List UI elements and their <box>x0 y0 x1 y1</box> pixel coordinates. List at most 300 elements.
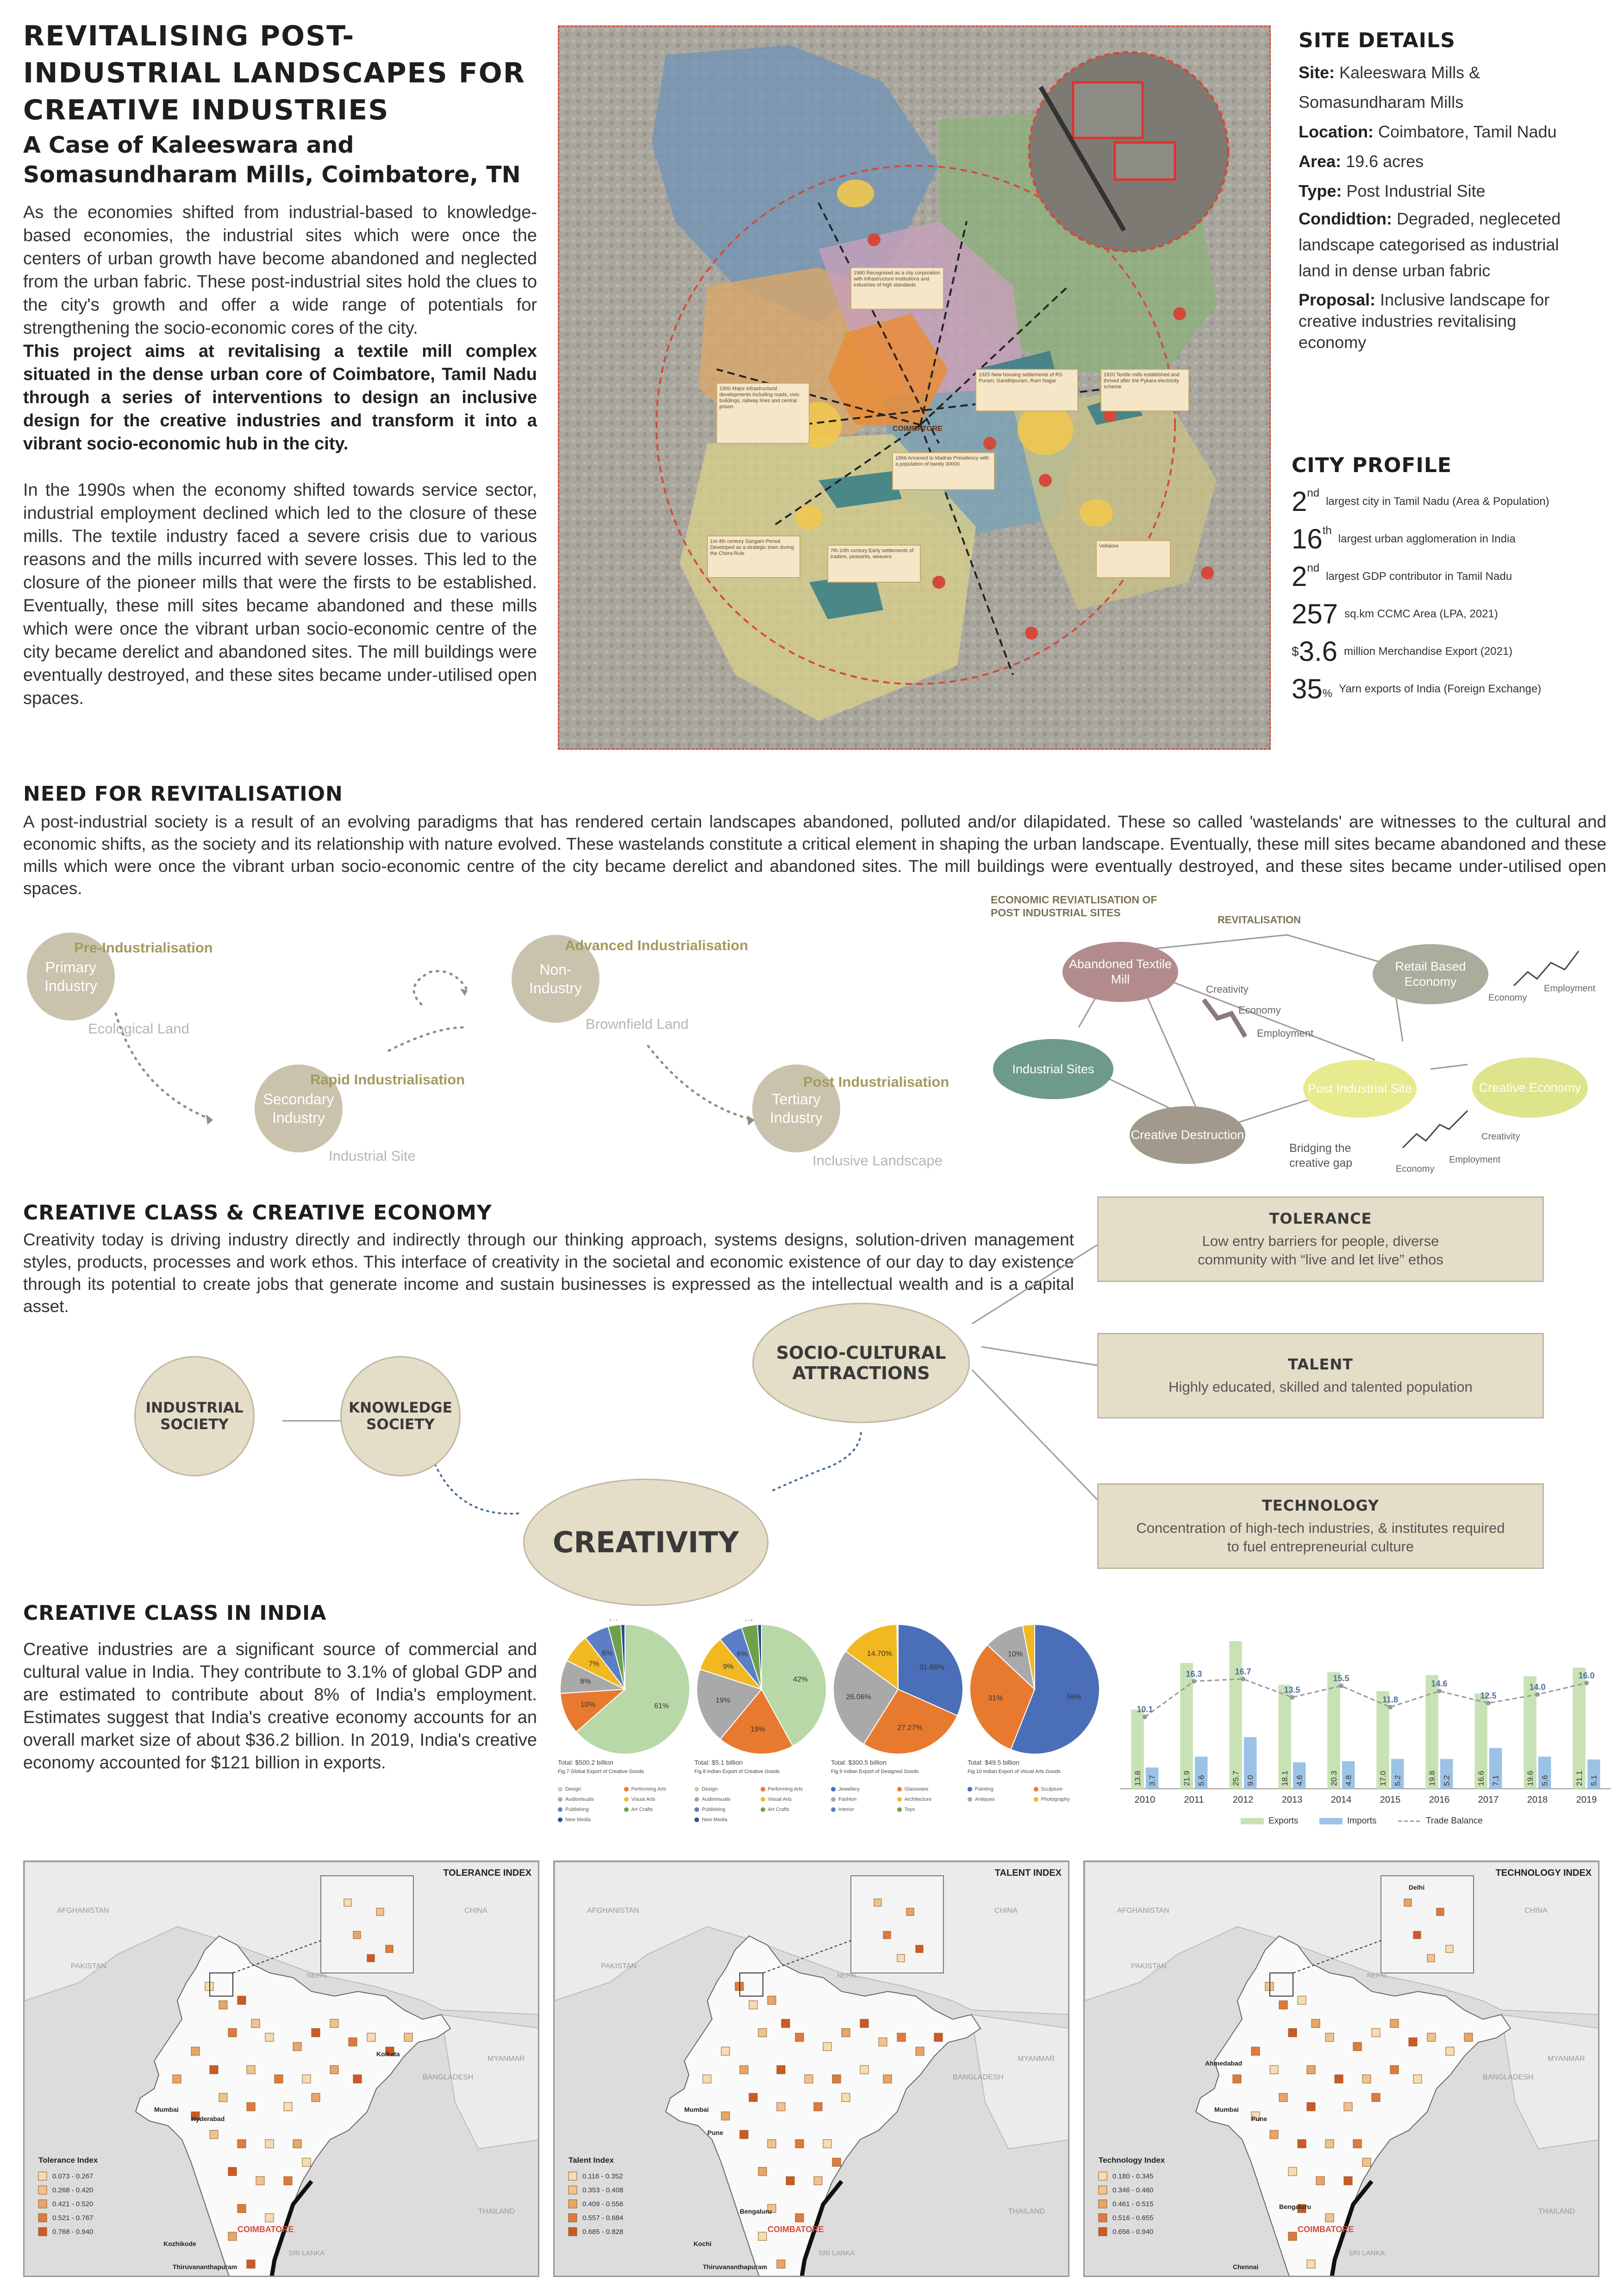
city-marker <box>1270 2130 1278 2139</box>
pie-svg <box>558 1620 1104 1759</box>
legend-swatch <box>1319 1818 1343 1824</box>
city-marker <box>1307 2260 1315 2268</box>
exports-value: 20.3 <box>1330 1770 1339 1786</box>
inset-city-marker <box>1427 1954 1435 1962</box>
legend-swatch <box>38 2214 47 2222</box>
index-map-panel <box>1083 1860 1599 2277</box>
pie-legend-item: Design <box>694 1784 761 1794</box>
city-marker <box>247 2066 255 2074</box>
city-marker <box>814 2177 822 2185</box>
imports-value: 3.7 <box>1148 1775 1157 1786</box>
country-label: THAILAND <box>1008 2208 1045 2215</box>
city-marker <box>879 2038 887 2046</box>
map-note-early: 7th-10th century Early settlements of traders, peasants, weavers <box>831 548 914 560</box>
talent-box <box>1097 1333 1544 1419</box>
legend-swatch <box>38 2200 47 2208</box>
city-marker <box>1288 2167 1297 2176</box>
city-marker <box>721 2112 730 2120</box>
city-marker <box>251 2019 260 2028</box>
city-marker <box>1372 2093 1380 2102</box>
city-label: Delhi <box>1409 1884 1425 1891</box>
pie-legend-item: Visual Arts <box>761 1794 827 1804</box>
imports-value: 4.6 <box>1295 1775 1304 1786</box>
creative-heading: CREATIVE CLASS & CREATIVE ECONOMY <box>23 1201 492 1225</box>
city-marker <box>842 2028 850 2037</box>
tolerance-heading: TOLERANCE <box>1269 1209 1372 1227</box>
city-marker <box>781 2019 790 2028</box>
country-label: THAILAND <box>1538 2208 1575 2215</box>
country-label: SRI LANKA <box>818 2249 855 2257</box>
exports-value: 17.0 <box>1379 1770 1388 1786</box>
inset-city-marker <box>353 1931 361 1939</box>
city-marker <box>1288 2028 1297 2037</box>
map-note-vellalore: Vellalore <box>1099 543 1119 549</box>
stage-tertiary: Tertiary Industry <box>752 1064 840 1152</box>
city-label: Pune <box>707 2129 724 2136</box>
map-note-1980: 1980 Recognised as a city corporation with infrastructure institutions and industries of high standards <box>854 270 941 288</box>
imports-value: 5.6 <box>1540 1775 1549 1786</box>
stage-label-rapid: Rapid Industrialisation <box>310 1071 465 1088</box>
legend-swatch <box>568 2214 577 2222</box>
city-marker <box>860 2066 868 2074</box>
pie-legend-item: Publishing <box>694 1804 761 1815</box>
legend-swatch <box>38 2172 47 2180</box>
city-marker <box>210 2066 218 2074</box>
profile-item: 257 sq.km CCMC Area (LPA, 2021) <box>1292 598 1498 629</box>
pie-label <box>743 1620 753 1622</box>
legend-swatch <box>1099 2172 1107 2180</box>
india-map-svg <box>1085 1862 1599 2277</box>
x-tick: 2016 <box>1429 1795 1450 1805</box>
city-marker <box>237 2204 246 2213</box>
city-marker <box>247 2260 255 2268</box>
imports-value: 4.8 <box>1344 1775 1353 1786</box>
inset-city-marker <box>897 1954 905 1962</box>
coimbatore-label: COIMBATORE <box>237 2225 294 2234</box>
intro-text <box>23 201 537 710</box>
city-marker <box>1362 2075 1371 2083</box>
stage-secondary: Secondary Industry <box>255 1064 343 1152</box>
city-marker <box>219 2001 227 2009</box>
site-detail-type: Type: Post Industrial Site <box>1299 181 1486 200</box>
imports-value: 5.2 <box>1393 1775 1402 1786</box>
pie-legend-item: Performing Arts <box>624 1784 690 1794</box>
legend-title: Talent Index <box>568 2156 614 2165</box>
city-marker <box>777 2260 785 2268</box>
site-detail-site: Site: Kaleeswara Mills & Somasundharam Mills <box>1299 63 1480 112</box>
site-details <box>1299 29 1567 353</box>
pie-legend <box>558 1784 690 1825</box>
country-label: CHINA <box>994 1907 1018 1915</box>
intro-p2: This project aims at revitalising a textile mill complex situated in the dense urban core of Coimbatore, Tamil Nadu through a series of interventions to design an inclusive design for the creative industries and transform it into a vibrant socio-economic hub in the city. <box>23 342 537 454</box>
country-label: PAKISTAN <box>601 1962 637 1970</box>
map-note-1920: 1920 Textile mills established and thrived after the Pykara electricity scheme <box>1104 372 1180 390</box>
city-marker <box>883 2075 892 2083</box>
city-marker <box>795 2140 804 2148</box>
inset-city-marker <box>883 1931 891 1939</box>
city-marker <box>842 2093 850 2102</box>
pie-caption-2: Total: $5.1 billion Fig.8 Indian Export of Creative Goods <box>694 1759 780 1774</box>
city-marker <box>740 2130 748 2139</box>
pie-legend-item: Jewellery <box>831 1784 897 1794</box>
city-marker <box>1372 2028 1380 2037</box>
legend-range: 0.557 - 0.684 <box>582 2214 624 2222</box>
pie-label: 61% <box>654 1702 669 1710</box>
city-marker <box>256 2177 264 2185</box>
profile-item: 2 nd largest city in Tamil Nadu (Area & Population) <box>1292 486 1549 517</box>
map-title: TOLERANCE INDEX <box>443 1868 531 1878</box>
pie-caption-3: Total: $300.5 billion Fig.9 Indian Export of Designed Goods <box>831 1759 919 1774</box>
country-label: NEPAL <box>837 1972 858 1979</box>
city-marker <box>228 2167 237 2176</box>
page-title: REVITALISING POST-INDUSTRIAL LANDSCAPES FOR CREATIVE INDUSTRIES <box>23 20 525 126</box>
city-label: Hyderabad <box>191 2115 225 2122</box>
city-marker <box>777 2066 785 2074</box>
profile-item: 2 nd largest GDP contributor in Tamil Nadu <box>1292 561 1512 592</box>
stage-label-adv: Advanced Industrialisation <box>565 937 749 953</box>
stage-land-indsite: Industrial Site <box>329 1148 416 1164</box>
city-marker <box>832 2158 841 2166</box>
trade-balance-point <box>1388 1705 1393 1710</box>
x-tick: 2018 <box>1527 1795 1548 1805</box>
map-note-sangam: 1st-4th century Sangam Period Developed as a strategic town during the Chera Rule <box>710 539 794 556</box>
imports-value: 5.2 <box>1442 1775 1451 1786</box>
stage-label-pre: Pre-Industrialisation <box>74 940 213 956</box>
trade-balance-point <box>1192 1679 1196 1684</box>
city-marker <box>210 2130 218 2139</box>
inset-city-marker <box>386 1945 393 1953</box>
city-label: Bengaluru <box>1279 2203 1312 2210</box>
trade-balance-point <box>1241 1677 1245 1681</box>
site-details-heading: SITE DETAILS <box>1299 29 1455 52</box>
imports-value: 5.1 <box>1589 1775 1599 1786</box>
city-marker <box>1316 2177 1324 2185</box>
stage-land-eco: Ecological Land <box>88 1020 189 1037</box>
city-marker <box>1353 2140 1362 2148</box>
city-label: Bengaluru <box>740 2208 772 2215</box>
pie-legend-item: Interior <box>831 1804 897 1815</box>
legend-swatch <box>38 2186 47 2194</box>
legend-label: Imports <box>1347 1816 1377 1826</box>
x-tick: 2015 <box>1380 1795 1401 1805</box>
city-marker <box>275 2075 283 2083</box>
pie-legend-item: New Media <box>694 1815 761 1825</box>
pie-label: 9% <box>723 1663 734 1671</box>
trade-chart-svg <box>1111 1624 1616 1842</box>
econ-employment-2: Employment <box>1544 983 1596 994</box>
legend-swatch <box>38 2228 47 2236</box>
city-label: Thiruvananthapuram <box>173 2263 237 2271</box>
city-label: Mumbai <box>154 2106 179 2113</box>
city-marker <box>795 2033 804 2041</box>
index-map-panel <box>23 1860 539 2277</box>
pie-legend-item: New Media <box>558 1815 624 1825</box>
legend-title: Tolerance Index <box>38 2156 98 2165</box>
econ-economy-1: Economy <box>1238 1004 1281 1016</box>
city-label: Kozhikode <box>163 2240 196 2247</box>
legend-range: 0.353 - 0.408 <box>582 2186 624 2194</box>
city-marker <box>1362 2158 1371 2166</box>
map-title: TALENT INDEX <box>994 1868 1062 1878</box>
city-marker <box>284 2103 292 2111</box>
city-marker <box>237 1996 246 2004</box>
inset-city-marker <box>1446 1945 1453 1953</box>
legend-swatch <box>1099 2200 1107 2208</box>
city-profile-heading: CITY PROFILE <box>1292 454 1452 477</box>
pie-caption-1: Total: $500.2 billion Fig.7 Global Export of Creative Goods <box>558 1759 644 1774</box>
country-label: CHINA <box>464 1907 487 1915</box>
coimbatore-label: COIMBATORE <box>1298 2225 1354 2234</box>
legend-swatch <box>568 2172 577 2180</box>
pie-legend-item: Audiovisuals <box>694 1794 761 1804</box>
stage-land-incl: Inclusive Landscape <box>812 1152 943 1169</box>
imports-value: 7.1 <box>1491 1775 1500 1786</box>
legend-swatch <box>1099 2228 1107 2236</box>
pie-label <box>618 1620 627 1621</box>
city-marker <box>247 2103 255 2111</box>
country-label: PAKISTAN <box>71 1962 106 1970</box>
inset-city-marker <box>916 1945 923 1953</box>
legend-range: 0.180 - 0.345 <box>1112 2172 1154 2180</box>
city-marker <box>284 2177 292 2185</box>
city-marker <box>349 2038 357 2046</box>
pie-legend-item: Art Crafts <box>624 1804 690 1815</box>
x-tick: 2010 <box>1134 1795 1156 1805</box>
city-marker <box>1390 2019 1399 2028</box>
trade-balance-line <box>1145 1679 1587 1717</box>
trade-balance-value: 14.6 <box>1431 1679 1448 1688</box>
x-tick: 2013 <box>1281 1795 1303 1805</box>
city-marker <box>916 2047 924 2055</box>
inset-city-marker <box>376 1908 384 1916</box>
inset-city-marker <box>344 1899 351 1906</box>
city-label: Ahmedabad <box>1205 2060 1243 2067</box>
trade-balance-value: 15.5 <box>1333 1674 1349 1683</box>
city-marker <box>934 2033 943 2041</box>
city-marker <box>1298 1996 1306 2004</box>
pie-label: 42% <box>793 1675 808 1684</box>
pie-label: 10% <box>580 1701 595 1709</box>
city-marker <box>353 2075 362 2083</box>
trade-balance-point <box>1535 1692 1540 1697</box>
econ-economy-2: Economy <box>1488 993 1527 1003</box>
city-marker <box>1335 2075 1343 2083</box>
city-marker <box>293 2042 301 2051</box>
city-marker <box>823 2042 831 2051</box>
pie-label: 56% <box>1067 1693 1082 1701</box>
econ-economy-3: Economy <box>1396 1164 1435 1174</box>
title-block <box>23 18 546 190</box>
imports-value: 9.0 <box>1246 1775 1255 1786</box>
city-marker <box>1427 2033 1436 2041</box>
pie-label: 31.66% <box>919 1663 944 1672</box>
inset-city-marker <box>367 1954 375 1962</box>
legend-label: Exports <box>1268 1816 1299 1826</box>
trade-balance-value: 11.8 <box>1382 1695 1399 1705</box>
intro-p1: As the economies shifted from industrial-based to knowledge-based economies, the industrial sites which were once the centers of urban growth have become abandoned and neglected from the urban fabric. These post-industrial sites hold the clues to the city's growth and offer a wide range of potentials for strengthening the socio-economic cores of the city. <box>23 203 537 338</box>
city-label: Mumbai <box>1214 2106 1239 2113</box>
city-marker <box>1409 2038 1417 2046</box>
pie-label <box>755 1620 764 1621</box>
country-label: SRI LANKA <box>288 2249 325 2257</box>
exports-value: 21.9 <box>1182 1770 1192 1786</box>
legend-swatch <box>1099 2186 1107 2194</box>
pie-legend-item: Fashion <box>831 1794 897 1804</box>
city-marker <box>1288 2232 1297 2240</box>
city-label: Kolkata <box>376 2050 400 2058</box>
legend-range: 0.521 - 0.767 <box>52 2214 94 2222</box>
econ-retail: Retail Based Economy <box>1373 944 1488 1004</box>
map-note-1866: 1866 Annexed to Madras Presidency with a population of barely 30000 <box>895 455 989 467</box>
intro-p3: In the 1990s when the economy shifted towards service sector, industrial employment declined which led to the closure of these mills. The textile industry faced a severe crisis due to various reasons and the mills incurred with severe losses. This led to the closure of the pioneer mills that were the firsts to be established. Eventually, these mill sites became abandoned and these mills which were once the vibrant urban socio-economic centre of the city became derelict and abandoned sites. The mill buildings were eventually destroyed, and these sites became under-utilised open spaces. <box>23 480 537 708</box>
country-label: MYANMAR <box>1018 2055 1055 2063</box>
technology-heading: TECHNOLOGY <box>1262 1496 1380 1514</box>
country-label: AFGHANISTAN <box>587 1907 639 1915</box>
econ-employment-1: Employment <box>1257 1027 1314 1039</box>
city-marker <box>173 2075 181 2083</box>
country-label: BANGLADESH <box>953 2073 1004 2081</box>
india-map-svg <box>555 1862 1069 2277</box>
city-marker <box>749 2093 757 2102</box>
city-label: Kochi <box>693 2240 712 2247</box>
inset-city-marker <box>1437 1908 1444 1916</box>
city-marker <box>740 2066 748 2074</box>
trade-balance-value: 13.5 <box>1284 1685 1300 1695</box>
city-marker <box>703 2075 711 2083</box>
exports-value: 19.6 <box>1526 1770 1535 1786</box>
pie-legend-item: Antiques <box>968 1794 1034 1804</box>
pie-legend-item: Art Crafts <box>761 1804 827 1815</box>
legend-range: 0.461 - 0.515 <box>1112 2200 1154 2208</box>
city-marker <box>228 2232 237 2240</box>
econ-creative: Creative Economy <box>1472 1058 1588 1118</box>
pie-label: 6% <box>737 1650 748 1658</box>
city-marker <box>265 2033 274 2041</box>
pie-label: 6% <box>602 1649 613 1658</box>
legend-range: 0.073 - 0.267 <box>52 2172 94 2180</box>
pie-legend-item: Visual Arts <box>624 1794 690 1804</box>
trade-balance-value: 16.0 <box>1578 1671 1595 1680</box>
trade-balance-point <box>1486 1701 1491 1705</box>
x-tick: 2014 <box>1330 1795 1352 1805</box>
exports-value: 13.8 <box>1133 1770 1143 1786</box>
site-map <box>558 25 1271 750</box>
country-label: BANGLADESH <box>423 2073 474 2081</box>
city-marker <box>1307 2103 1315 2111</box>
trade-balance-point <box>1143 1715 1147 1719</box>
pie-legend <box>831 1784 963 1815</box>
pie-legend-item: Painting <box>968 1784 1034 1794</box>
technology-box <box>1097 1483 1544 1569</box>
city-marker <box>1307 2066 1315 2074</box>
city-marker <box>721 2047 730 2055</box>
map-title: TECHNOLOGY INDEX <box>1495 1868 1592 1878</box>
city-marker <box>1353 2042 1362 2051</box>
city-marker <box>302 2158 311 2166</box>
city-label: Chennai <box>1233 2263 1259 2271</box>
inset-city-marker <box>1404 1899 1412 1906</box>
city-marker <box>1279 2093 1287 2102</box>
page-subtitle: A Case of Kaleeswara and Somasundharam Mills, Coimbatore, TN <box>23 132 521 188</box>
city-marker <box>832 2075 841 2083</box>
city-marker <box>805 2075 813 2083</box>
legend-swatch <box>568 2200 577 2208</box>
econ-indsites: Industrial Sites <box>993 1039 1113 1099</box>
site-detail-location: Location: Coimbatore, Tamil Nadu <box>1299 122 1557 141</box>
city-marker <box>860 2019 868 2028</box>
india-text: Creative industries are a significant source of commercial and cultural value in India. They contribute to 3.1% of global GDP and are estimated to contribute about 8% of India's employment. Estimates suggest that India's creative economy accounts for an overall market size of about $36.2 billion. In 2019, India's creative economy accounted for $121 billion in exports. <box>23 1640 537 1773</box>
country-label: PAKISTAN <box>1131 1962 1167 1970</box>
city-marker <box>786 2177 794 2185</box>
city-marker <box>237 2140 246 2148</box>
city-marker <box>1233 2075 1241 2083</box>
creative-text: Creativity today is driving industry directly and indirectly through our thinking approach, systems designs, solution-driven management styles, products, processes and work ethos. This interface of creativity in the societal and economic existence of our day to day existence through its potential to create jobs that generate income and sustain businesses is expressed as the intellectual wealth and is a capital asset. <box>23 1230 1074 1316</box>
site-detail-proposal: Proposal: Inclusive landscape for creative industries revitalising economy <box>1299 290 1550 352</box>
city-marker <box>758 2232 767 2240</box>
legend-range: 0.656 - 0.940 <box>1112 2228 1154 2236</box>
country-label: NEPAL <box>1367 1972 1388 1979</box>
index-map-panel <box>553 1860 1069 2277</box>
city-marker <box>1279 2001 1287 2009</box>
need-heading: NEED FOR REVITALISATION <box>23 782 343 806</box>
city-marker <box>1344 2103 1352 2111</box>
econ-destruction: Creative Destruction <box>1130 1106 1245 1164</box>
city-marker <box>1325 2140 1334 2148</box>
city-marker <box>293 2140 301 2148</box>
country-label: AFGHANISTAN <box>57 1907 109 1915</box>
x-tick: 2011 <box>1184 1795 1204 1805</box>
pie-label: 8% <box>580 1678 591 1686</box>
city-marker <box>768 2140 776 2148</box>
country-label: CHINA <box>1524 1907 1548 1915</box>
city-marker <box>191 2047 200 2055</box>
pie-legend-item: Glassware <box>897 1784 963 1794</box>
country-label: MYANMAR <box>487 2055 525 2063</box>
city-marker <box>1413 2075 1422 2083</box>
country-label: NEPAL <box>307 1972 328 1979</box>
pie-legend-item: Toys <box>897 1804 963 1815</box>
legend-range: 0.421 - 0.520 <box>52 2200 94 2208</box>
legend-range: 0.116 - 0.352 <box>582 2172 623 2180</box>
city-marker <box>1464 2033 1473 2041</box>
profile-item: 35 % Yarn exports of India (Foreign Exchange) <box>1292 673 1542 704</box>
site-detail-area: Area: 19.6 acres <box>1299 152 1424 171</box>
pie-legend-item: Publishing <box>558 1804 624 1815</box>
stage-primary: Primary Industry <box>27 933 115 1020</box>
city-marker <box>777 2103 785 2111</box>
city-marker <box>897 2033 906 2041</box>
bar-exports <box>1229 1641 1242 1789</box>
city-marker <box>1344 2177 1352 2185</box>
pie-label: 26.06% <box>846 1693 871 1701</box>
map-city-label: COIMBATORE <box>893 425 943 433</box>
stage-label-post: Post Industrialisation <box>803 1074 949 1090</box>
city-marker <box>228 2028 237 2037</box>
legend-swatch <box>1099 2214 1107 2222</box>
pie-legend-item: Audiovisuals <box>558 1794 624 1804</box>
city-marker <box>1251 2047 1260 2055</box>
pie-label: 27.27% <box>897 1724 923 1732</box>
city-marker <box>758 2028 767 2037</box>
map-note-1900: 1900 Major infrastructural developments including roads, civic buildings, railway lines and central prison <box>719 386 800 410</box>
bar-exports <box>1180 1663 1193 1789</box>
legend-range: 0.268 - 0.420 <box>52 2186 94 2194</box>
exports-value: 16.6 <box>1477 1770 1486 1786</box>
city-marker <box>265 2214 274 2222</box>
coimbatore-label: COIMBATORE <box>768 2225 824 2234</box>
city-marker <box>1270 2066 1278 2074</box>
pie-legend-item: Photography <box>1034 1794 1100 1804</box>
